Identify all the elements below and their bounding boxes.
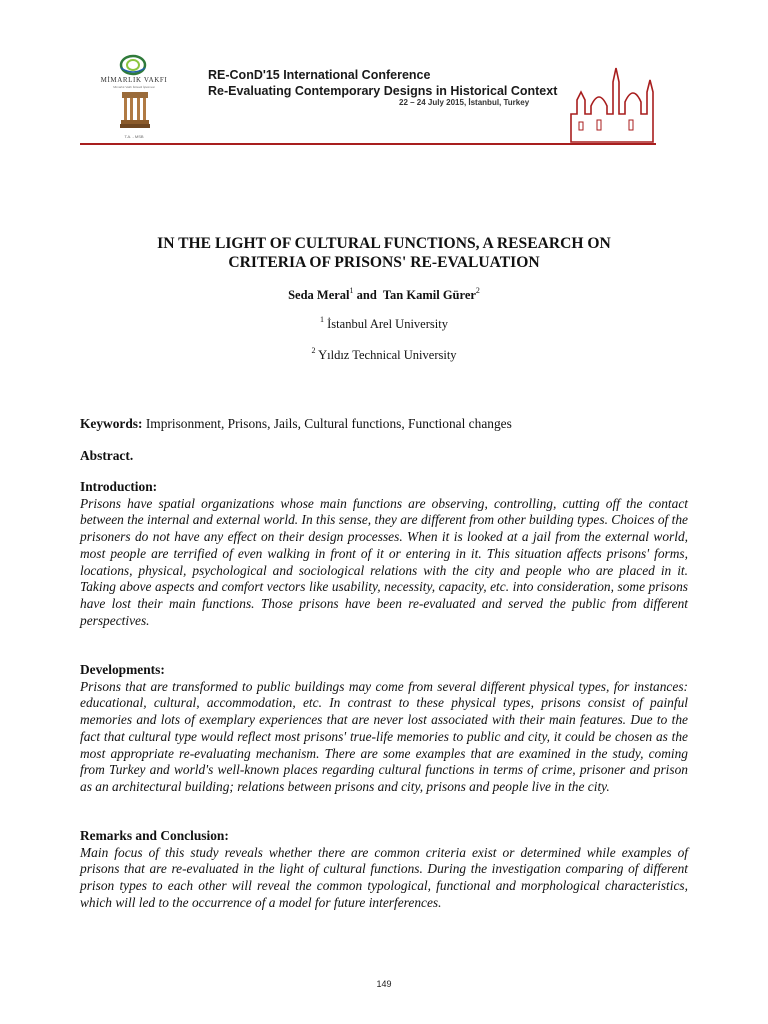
author-2-sup: 2	[475, 286, 480, 295]
section-heading: Introduction:	[80, 479, 158, 494]
section-heading: Remarks and Conclusion:	[80, 828, 229, 843]
authors	[80, 288, 688, 303]
abstract-heading: Abstract.	[80, 448, 134, 463]
paper-title-line1: IN THE LIGHT OF CULTURAL FUNCTIONS, A RESEARCH ON	[157, 235, 611, 252]
section-heading: Developments:	[80, 662, 165, 677]
author-1: Seda Meral	[288, 288, 350, 302]
section-developments	[80, 662, 688, 796]
paper-title-line2: CRITERIA OF PRISONS' RE-EVALUATION	[228, 254, 540, 271]
keywords-label: Keywords:	[80, 416, 143, 431]
page-number: 149	[376, 979, 392, 989]
affiliation-2-sup: 2	[311, 346, 316, 355]
section-text: Prisons that are transformed to public buildings may come from several different physical types, for instances: educational, cultural, accommodation, etc. In contrast to these physical types, prisons consist of painful memories and lots of exemplary experiences that are never lost associated with their main features. Due to the fact that cultural type would reflect most prisons' true-life memories to public and city, it could be chosen as the most appropriate re-evaluating mechanism. There are some examples that are examined in the study, coming from Turkey and world's well-known places regarding cultural functions in terms of crime, prisoner and prison as an architectural building; relations between prisons and city, prisons and people live in the city.	[80, 678, 688, 794]
conference-banner	[80, 52, 656, 144]
author-conjunction: and	[353, 288, 383, 302]
affiliation-2-text: Yıldız Technical University	[315, 348, 457, 362]
conference-subtitle: Re-Evaluating Contemporary Designs in Historical Context	[208, 84, 558, 98]
affiliation-2	[80, 348, 688, 363]
author-1-sup: 1	[349, 286, 354, 295]
keywords	[80, 416, 688, 433]
paper-title	[80, 234, 688, 272]
temple-emblem-icon	[120, 90, 150, 130]
section-conclusion	[80, 828, 688, 912]
abstract-label	[80, 448, 688, 465]
section-text: Main focus of this study reveals whether there are common criteria exist or determined while examples of prisons that are re-evaluated in the light of cultural functions. During the investigation comparing of different prison types to each other will reveal the common typological, functional and morphological characteristics, which will led to the occurrence of a model for future interferences.	[80, 844, 688, 910]
ring-emblem-icon	[116, 54, 150, 76]
affiliation-1-sup: 1	[320, 315, 325, 324]
logo-left-subtext: Mimarlık Vakfı İktisadi İşletmesi	[113, 85, 155, 89]
istanbul-skyline-icon	[569, 62, 657, 144]
logo-left-text: MİMARLIK VAKFI	[100, 76, 168, 84]
conference-date: 22 – 24 July 2015, İstanbul, Turkey	[399, 98, 530, 107]
mimarlik-vakfi-logo	[98, 54, 170, 142]
section-introduction	[80, 479, 688, 629]
affiliation-1-text: İstanbul Arel University	[324, 317, 448, 331]
keywords-text: Imprisonment, Prisons, Jails, Cultural functions, Functional changes	[142, 416, 512, 431]
conference-info	[208, 68, 557, 99]
author-2: Tan Kamil Gürer	[382, 288, 476, 302]
affiliation-1	[80, 317, 688, 332]
conference-title: RE-ConD'15 International Conference	[208, 68, 431, 82]
logo-left-caption: T.A. - MSB	[124, 134, 144, 139]
section-text: Prisons have spatial organizations whose main functions are observing, controlling, cutting off the contact between the internal and external world. In this sense, they are different from other building types. Choices of the prisoners do not have any effect on their design processes. When it is looked at a jail from the external world, most people are terrified of even walking in front of it or entering in it. This situation affects prisons' forms, locations, physical, psychological and sociological relations with the city and people who are placed in it. Taking above aspects and comfort vectors like usability, necessity, capacity, etc. into consideration, some prisons have lost their main functions. Those prisons have been re-evaluated and served the public from different perspectives.	[80, 495, 688, 628]
banner-divider	[80, 143, 656, 145]
